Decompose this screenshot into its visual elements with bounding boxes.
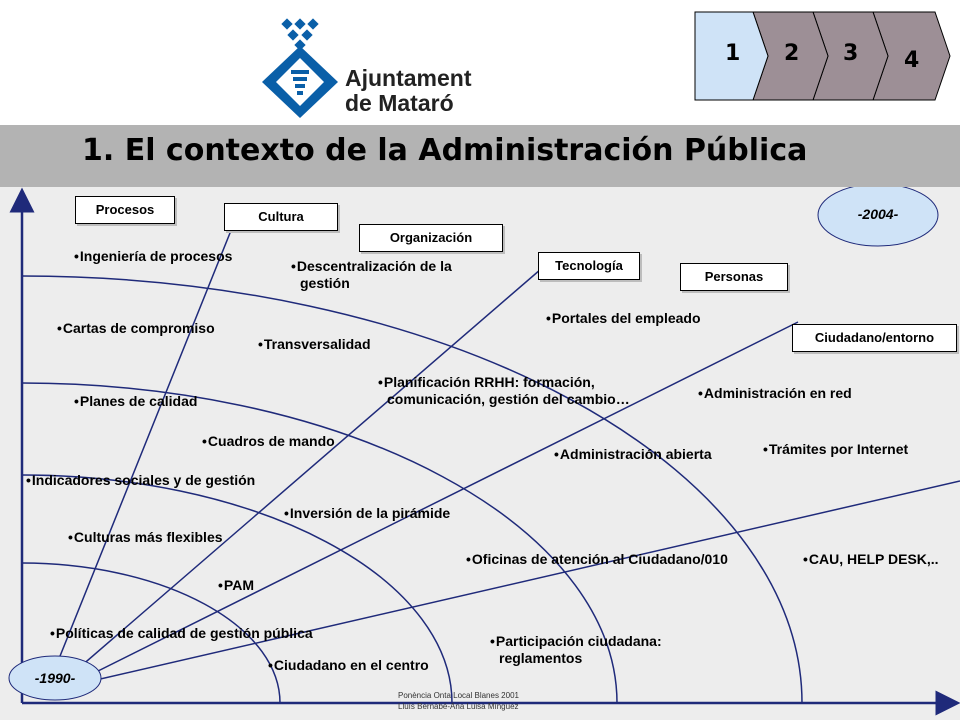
item-indicadores: •Indicadores sociales y de gestión <box>26 472 256 488</box>
category-personas: Personas <box>680 263 788 291</box>
item-cuadros: •Cuadros de mando <box>202 433 335 449</box>
item-portales: •Portales del empleado <box>546 310 701 326</box>
category-tecnologia: Tecnología <box>538 252 640 280</box>
org-name-line2: de Mataró <box>345 90 454 116</box>
step-1-label: 1 <box>725 41 741 66</box>
item-tramites: •Trámites por Internet <box>763 441 909 457</box>
footer-line2: Lluís Bernabé-Ana Luisa Mínguez <box>398 702 519 711</box>
category-ciudadano: Ciudadano/entorno <box>792 324 957 352</box>
item-planes: •Planes de calidad <box>74 393 198 409</box>
item-participacion: •Participación ciudadana: reglamentos <box>490 633 662 666</box>
item-culturas: •Culturas más flexibles <box>68 529 223 545</box>
item-politicas: •Políticas de calidad de gestión pública <box>50 625 313 641</box>
footer-line1: Ponència Onta Local Blanes 2001 <box>398 691 519 700</box>
item-oficinas: •Oficinas de atención al Ciudadano/010 <box>466 551 728 567</box>
item-cartas: •Cartas de compromiso <box>57 320 215 336</box>
item-admin-red: •Administración en red <box>698 385 852 401</box>
item-pam: •PAM <box>218 577 254 593</box>
step-4-label: 4 <box>904 48 920 73</box>
org-name <box>345 66 472 116</box>
era-start-label: -1990- <box>34 670 76 686</box>
item-ingenieria: •Ingeniería de procesos <box>74 248 233 264</box>
category-procesos: Procesos <box>75 196 175 224</box>
item-inversion: •Inversión de la pirámide <box>284 505 451 521</box>
step-2-label: 2 <box>784 41 800 66</box>
org-name-line1: Ajuntament <box>345 65 472 91</box>
footer-note <box>398 690 519 712</box>
item-planificacion: •Planificación RRHH: formación, comunicación, gestión del cambio… <box>378 374 630 407</box>
era-end-label: -2004- <box>857 206 899 222</box>
item-admin-abierta: •Administración abierta <box>554 446 712 462</box>
category-cultura: Cultura <box>224 203 338 231</box>
ajuntament-logo-icon <box>0 0 338 125</box>
slide-title: 1. El contexto de la Administración Pública <box>82 133 808 168</box>
item-cau: •CAU, HELP DESK,.. <box>803 551 939 567</box>
logo-area <box>0 0 338 125</box>
category-organizacion: Organización <box>359 224 503 252</box>
item-transversalidad: •Transversalidad <box>258 336 371 352</box>
item-descentralizacion: •Descentralización de la gestión <box>291 258 452 291</box>
item-ciudadano-centro: •Ciudadano en el centro <box>268 657 429 673</box>
step-3-label: 3 <box>843 41 859 66</box>
